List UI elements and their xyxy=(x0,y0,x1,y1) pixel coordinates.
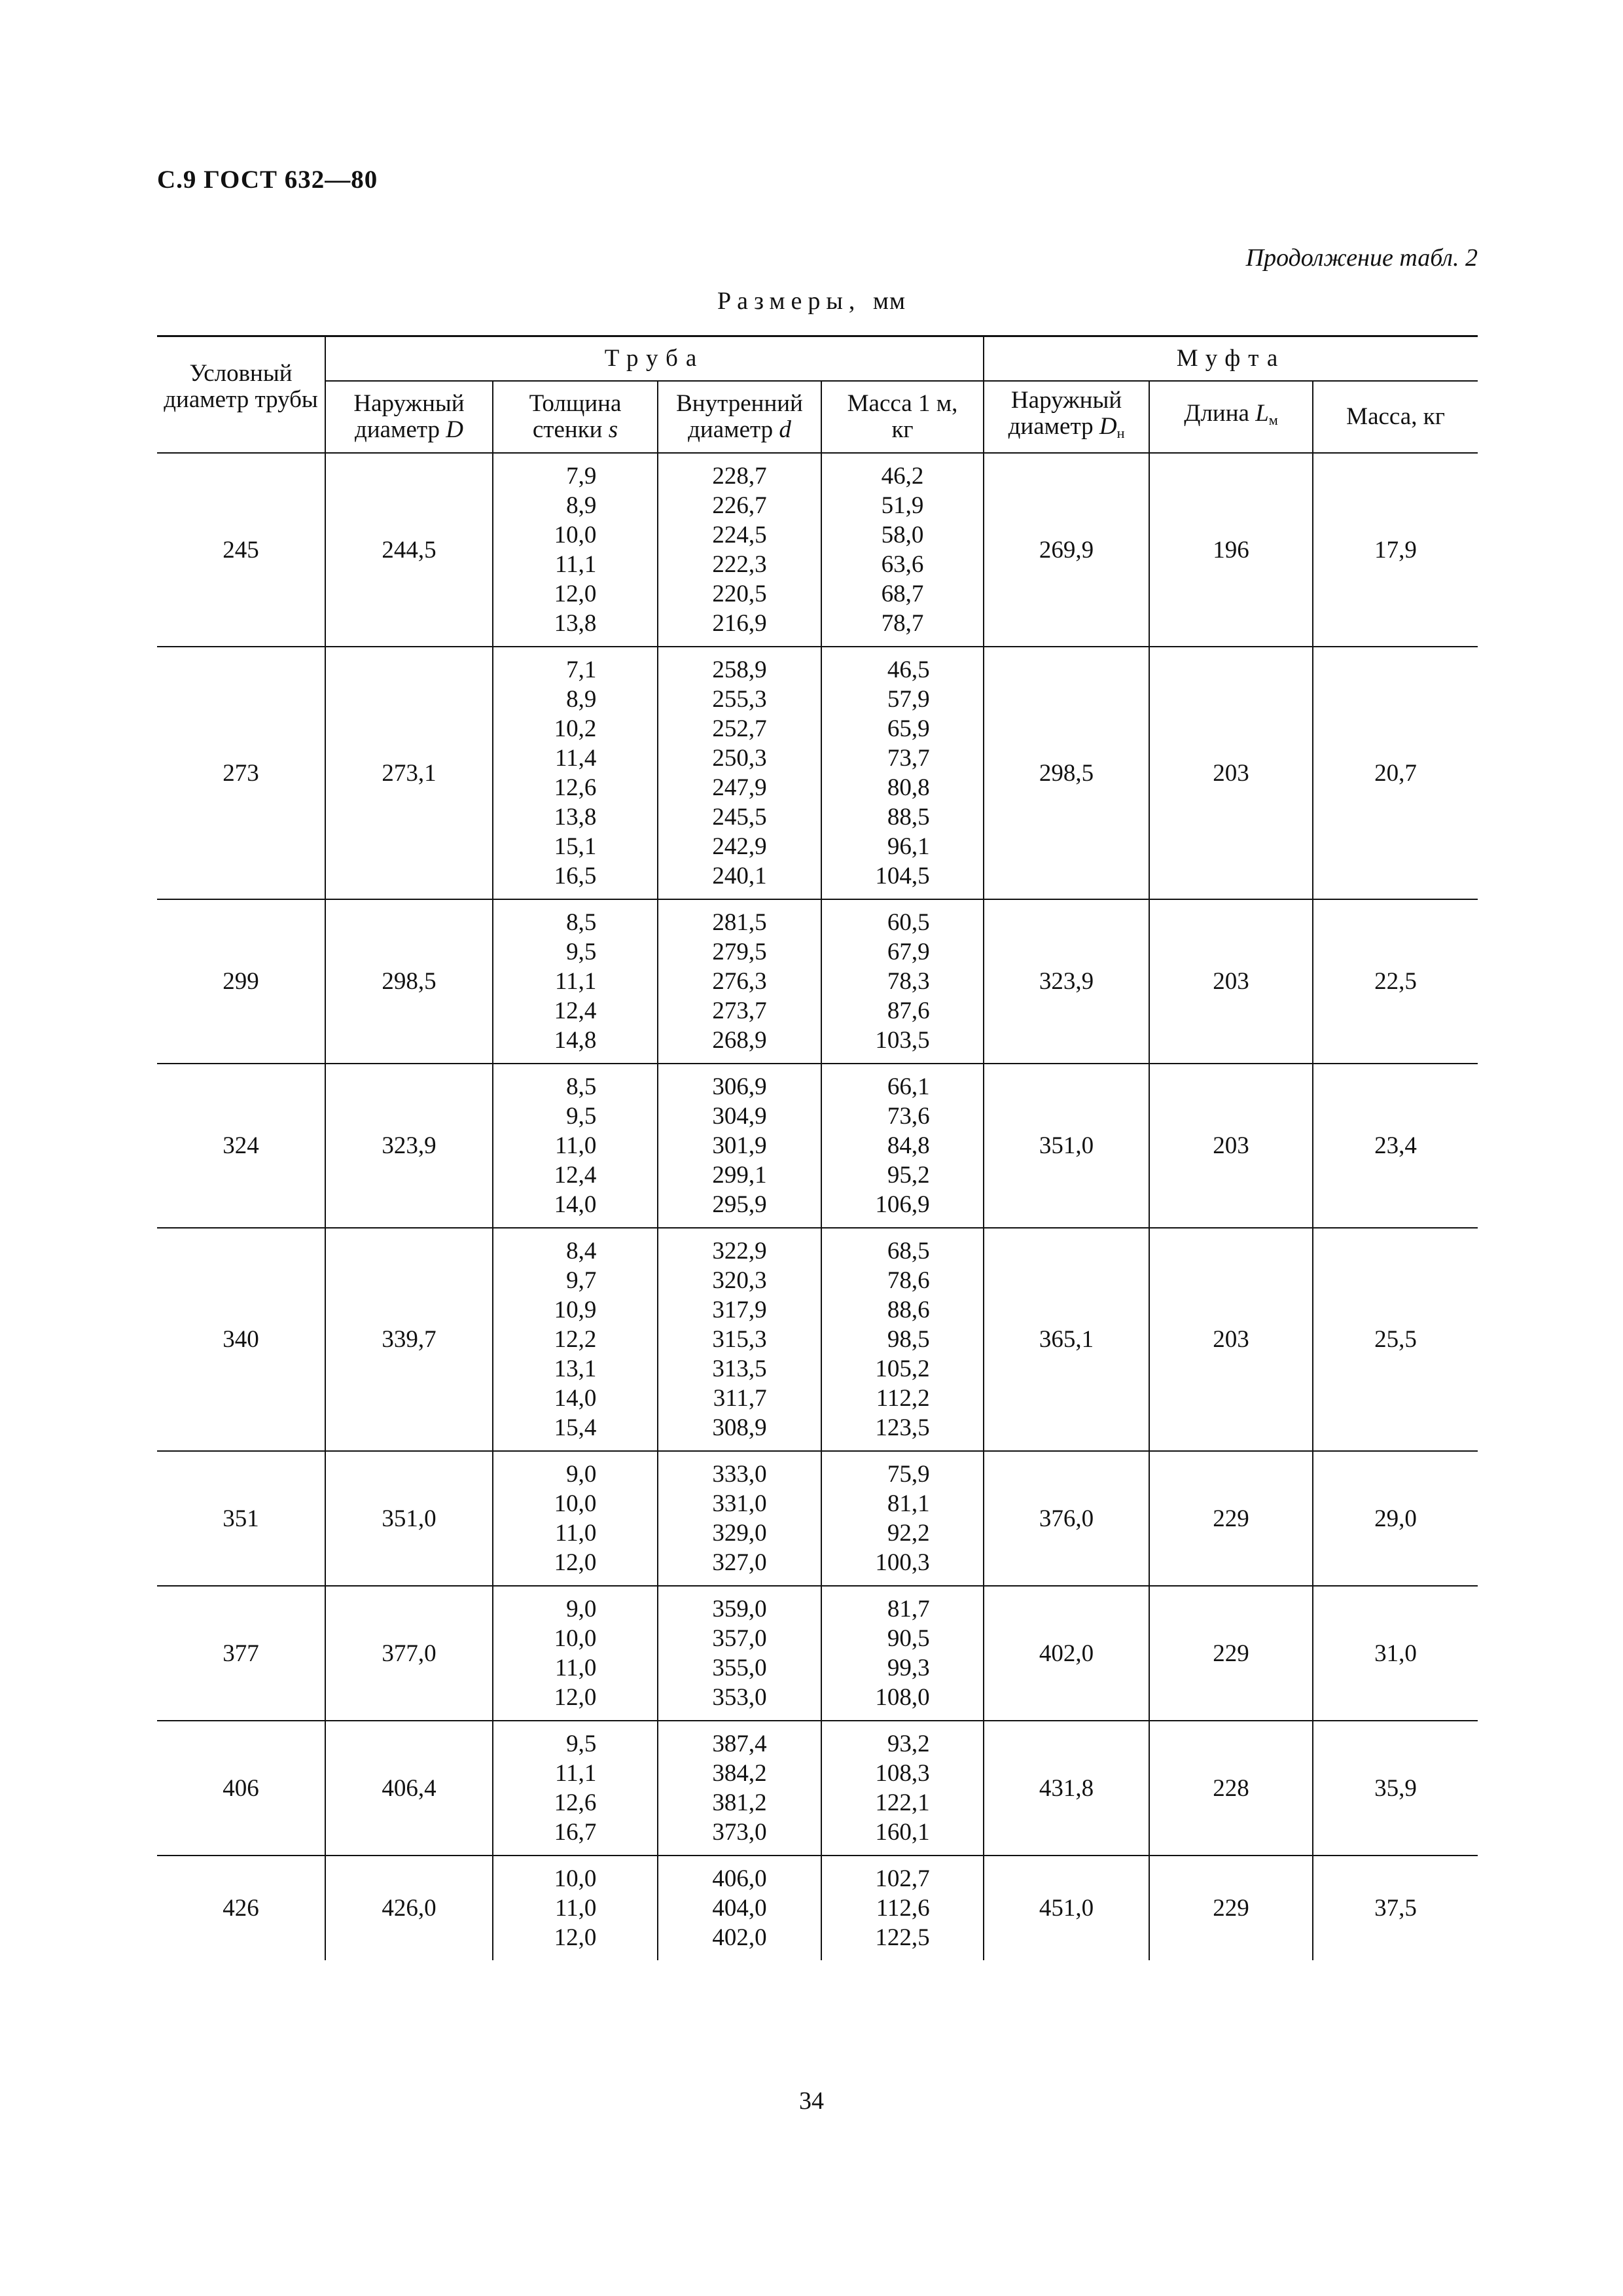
cell-wall-thickness-value: 13,8 xyxy=(554,804,597,831)
cell-wall-thickness-value: 14,8 xyxy=(554,1027,597,1054)
cell-wall-thickness-value: 12,4 xyxy=(554,1162,597,1189)
cell-wall-thickness-stack xyxy=(554,1594,597,1712)
table-row xyxy=(157,899,1478,1064)
cell-inner-diameter-stack xyxy=(712,1594,766,1712)
cell-wall-thickness xyxy=(493,1586,658,1721)
cell-mass-per-meter-value: 112,6 xyxy=(876,1895,930,1922)
cell-outer-diameter: 298,5 xyxy=(325,899,493,1064)
cell-nominal: 340 xyxy=(157,1228,325,1451)
cell-inner-diameter-value: 247,9 xyxy=(712,774,767,801)
header-wall-thickness xyxy=(493,381,658,453)
cell-inner-diameter-value: 224,5 xyxy=(712,522,767,548)
cell-nominal: 324 xyxy=(157,1064,325,1228)
cell-wall-thickness-value: 12,0 xyxy=(554,1549,597,1576)
cell-wall-thickness-value: 11,1 xyxy=(554,1760,597,1787)
cell-nominal: 273 xyxy=(157,647,325,899)
cell-coupling-mass: 20,7 xyxy=(1313,647,1478,899)
cell-mass-per-meter-stack xyxy=(875,655,929,891)
cell-wall-thickness xyxy=(493,1856,658,1960)
cell-inner-diameter-value: 304,9 xyxy=(712,1103,767,1130)
cell-mass-per-meter-value: 108,3 xyxy=(875,1760,930,1787)
cell-inner-diameter-stack xyxy=(712,1729,766,1847)
cell-coupling-length: 229 xyxy=(1149,1451,1313,1586)
cell-mass-per-meter-value: 51,9 xyxy=(881,492,924,519)
cell-inner-diameter xyxy=(658,453,821,647)
cell-wall-thickness xyxy=(493,1064,658,1228)
cell-inner-diameter-value: 220,5 xyxy=(712,581,767,607)
cell-inner-diameter-value: 357,0 xyxy=(712,1625,767,1652)
cell-inner-diameter-value: 268,9 xyxy=(712,1027,767,1054)
cell-inner-diameter-value: 258,9 xyxy=(712,656,767,683)
cell-wall-thickness-value: 14,0 xyxy=(554,1385,597,1412)
cell-wall-thickness-value: 9,0 xyxy=(566,1596,597,1623)
cell-inner-diameter-stack xyxy=(712,655,766,891)
cell-wall-thickness-value: 13,1 xyxy=(554,1355,597,1382)
cell-nominal: 299 xyxy=(157,899,325,1064)
header-inner-d-line2 xyxy=(658,417,821,443)
cell-coupling-outer-diameter: 323,9 xyxy=(984,899,1149,1064)
cell-nominal: 351 xyxy=(157,1451,325,1586)
units-label-word: Размеры, xyxy=(717,287,861,315)
cell-wall-thickness xyxy=(493,647,658,899)
cell-mass-per-meter-value: 46,5 xyxy=(887,656,930,683)
cell-outer-diameter: 323,9 xyxy=(325,1064,493,1228)
cell-coupling-outer-diameter: 365,1 xyxy=(984,1228,1149,1451)
cell-inner-diameter-value: 216,9 xyxy=(712,610,767,637)
cell-wall-thickness-stack xyxy=(554,1072,597,1219)
cell-coupling-mass: 22,5 xyxy=(1313,899,1478,1064)
cell-inner-diameter-value: 311,7 xyxy=(713,1385,767,1412)
cell-inner-diameter-value: 222,3 xyxy=(712,551,767,578)
cell-inner-diameter-stack xyxy=(712,1236,766,1443)
cell-mass-per-meter-stack xyxy=(875,1236,929,1443)
cell-wall-thickness-value: 16,5 xyxy=(554,863,597,889)
cell-mass-per-meter-value: 90,5 xyxy=(887,1625,930,1652)
cell-mass-per-meter-value: 80,8 xyxy=(887,774,930,801)
cell-wall-thickness-value: 8,9 xyxy=(566,686,597,713)
cell-mass-per-meter-value: 98,5 xyxy=(887,1326,930,1353)
cell-mass-per-meter-stack xyxy=(882,461,924,638)
header-outer-d-line1: Наружный xyxy=(353,390,465,417)
cell-inner-diameter-value: 306,9 xyxy=(712,1073,767,1100)
header-outer-d-line2 xyxy=(326,417,492,443)
cell-inner-diameter-value: 276,3 xyxy=(712,968,767,995)
cell-mass-per-meter-value: 58,0 xyxy=(881,522,924,548)
cell-inner-diameter-stack xyxy=(712,1072,766,1219)
cell-inner-diameter xyxy=(658,899,821,1064)
cell-mass-per-meter-value: 104,5 xyxy=(875,863,930,889)
cell-inner-diameter-value: 279,5 xyxy=(712,939,767,965)
header-wall-line1: Толщина xyxy=(529,390,622,417)
cell-mass-per-meter-value: 92,2 xyxy=(887,1520,930,1547)
cell-mass-per-meter-value: 100,3 xyxy=(875,1549,930,1576)
cell-mass-per-meter-value: 99,3 xyxy=(887,1655,930,1681)
cell-inner-diameter-value: 255,3 xyxy=(712,686,767,713)
cell-wall-thickness-value: 15,1 xyxy=(554,833,597,860)
cell-mass-per-meter-value: 81,7 xyxy=(887,1596,930,1623)
cell-coupling-mass: 17,9 xyxy=(1313,453,1478,647)
cell-inner-diameter-value: 404,0 xyxy=(712,1895,767,1922)
header-mass-m-line2: кг xyxy=(891,416,914,443)
cell-wall-thickness-value: 8,9 xyxy=(566,492,597,519)
cell-mass-per-meter xyxy=(821,1721,984,1856)
cell-mass-per-meter-value: 108,0 xyxy=(875,1684,930,1711)
cell-inner-diameter-value: 359,0 xyxy=(712,1596,767,1623)
cell-mass-per-meter-stack xyxy=(875,1460,929,1577)
cell-inner-diameter-value: 228,7 xyxy=(712,463,767,490)
pipe-dimensions-table xyxy=(157,335,1478,1960)
cell-mass-per-meter-value: 68,7 xyxy=(881,581,924,607)
cell-mass-per-meter-stack xyxy=(875,1864,929,1952)
cell-inner-diameter-value: 252,7 xyxy=(712,715,767,742)
header-cpl-len-symbol: L xyxy=(1255,400,1269,427)
cell-wall-thickness-value: 11,0 xyxy=(554,1520,597,1547)
header-inner-d-symbol: d xyxy=(779,416,791,443)
cell-mass-per-meter-value: 106,9 xyxy=(875,1191,930,1218)
cell-inner-diameter-value: 373,0 xyxy=(712,1819,767,1846)
cell-inner-diameter xyxy=(658,647,821,899)
cell-mass-per-meter-value: 65,9 xyxy=(887,715,930,742)
cell-inner-diameter xyxy=(658,1721,821,1856)
cell-mass-per-meter-value: 78,3 xyxy=(887,968,930,995)
cell-wall-thickness-value: 10,2 xyxy=(554,715,597,742)
header-inner-d-word: диаметр xyxy=(688,416,774,443)
table-body xyxy=(157,453,1478,1960)
units-label-unit: мм xyxy=(872,287,906,315)
header-outer-diameter xyxy=(325,381,493,453)
cell-inner-diameter-value: 387,4 xyxy=(712,1731,767,1757)
cell-coupling-mass: 29,0 xyxy=(1313,1451,1478,1586)
cell-wall-thickness-value: 12,2 xyxy=(554,1326,597,1353)
cell-outer-diameter: 377,0 xyxy=(325,1586,493,1721)
cell-inner-diameter-value: 301,9 xyxy=(712,1132,767,1159)
cell-outer-diameter: 351,0 xyxy=(325,1451,493,1586)
cell-inner-diameter-stack xyxy=(712,908,766,1055)
cell-mass-per-meter-value: 88,5 xyxy=(887,804,930,831)
cell-wall-thickness-stack xyxy=(554,655,597,891)
cell-outer-diameter: 426,0 xyxy=(325,1856,493,1960)
cell-inner-diameter-value: 384,2 xyxy=(712,1760,767,1787)
cell-mass-per-meter-value: 60,5 xyxy=(887,909,930,936)
cell-mass-per-meter-value: 160,1 xyxy=(875,1819,930,1846)
cell-inner-diameter-value: 273,7 xyxy=(712,997,767,1024)
header-wall-symbol: s xyxy=(608,416,618,443)
cell-wall-thickness-value: 12,0 xyxy=(554,1924,597,1951)
cell-outer-diameter: 406,4 xyxy=(325,1721,493,1856)
cell-inner-diameter-value: 355,0 xyxy=(712,1655,767,1681)
cell-wall-thickness-value: 9,7 xyxy=(566,1267,597,1294)
cell-mass-per-meter xyxy=(821,1856,984,1960)
cell-mass-per-meter-value: 67,9 xyxy=(887,939,930,965)
cell-mass-per-meter-value: 63,6 xyxy=(881,551,924,578)
cell-coupling-length: 203 xyxy=(1149,1064,1313,1228)
cell-wall-thickness-value: 11,0 xyxy=(554,1895,597,1922)
table-row xyxy=(157,647,1478,899)
cell-inner-diameter xyxy=(658,1064,821,1228)
cell-inner-diameter-value: 381,2 xyxy=(712,1789,767,1816)
cell-coupling-outer-diameter: 402,0 xyxy=(984,1586,1149,1721)
page-number: 34 xyxy=(799,2087,824,2115)
table-row xyxy=(157,1064,1478,1228)
page-header: С.9 ГОСТ 632—80 xyxy=(157,166,378,194)
cell-mass-per-meter-stack xyxy=(875,1594,929,1712)
cell-inner-diameter-value: 327,0 xyxy=(712,1549,767,1576)
cell-wall-thickness-value: 8,4 xyxy=(566,1238,597,1265)
cell-coupling-length: 228 xyxy=(1149,1721,1313,1856)
cell-inner-diameter xyxy=(658,1451,821,1586)
cell-outer-diameter: 244,5 xyxy=(325,453,493,647)
cell-mass-per-meter-stack xyxy=(875,908,929,1055)
header-cpl-mass-label: Масса, кг xyxy=(1346,403,1445,430)
units-label xyxy=(0,287,1623,315)
cell-wall-thickness-value: 7,9 xyxy=(566,463,597,490)
cell-coupling-mass: 25,5 xyxy=(1313,1228,1478,1451)
cell-wall-thickness-value: 11,0 xyxy=(554,1655,597,1681)
cell-coupling-outer-diameter: 451,0 xyxy=(984,1856,1149,1960)
cell-wall-thickness-value: 12,4 xyxy=(554,997,597,1024)
cell-coupling-mass: 37,5 xyxy=(1313,1856,1478,1960)
cell-coupling-length: 203 xyxy=(1149,1228,1313,1451)
cell-coupling-outer-diameter: 298,5 xyxy=(984,647,1149,899)
cell-inner-diameter-value: 353,0 xyxy=(712,1684,767,1711)
cell-mass-per-meter-stack xyxy=(875,1729,929,1847)
cell-coupling-length: 203 xyxy=(1149,647,1313,899)
cell-inner-diameter-stack xyxy=(712,461,766,638)
table-row xyxy=(157,1228,1478,1451)
cell-inner-diameter xyxy=(658,1586,821,1721)
cell-wall-thickness-value: 9,0 xyxy=(566,1461,597,1488)
cell-mass-per-meter-value: 96,1 xyxy=(887,833,930,860)
header-group-coupling-label: Муфта xyxy=(1176,345,1286,372)
cell-wall-thickness-value: 15,4 xyxy=(554,1414,597,1441)
cell-wall-thickness-value: 11,1 xyxy=(554,968,597,995)
cell-inner-diameter-value: 320,3 xyxy=(712,1267,767,1294)
cell-wall-thickness-value: 12,0 xyxy=(554,1684,597,1711)
cell-inner-diameter-stack xyxy=(712,1864,766,1952)
table-row xyxy=(157,1721,1478,1856)
cell-wall-thickness-value: 13,8 xyxy=(554,610,597,637)
header-nominal-line2: диаметр трубы xyxy=(164,386,318,413)
table-row xyxy=(157,1586,1478,1721)
cell-coupling-outer-diameter: 431,8 xyxy=(984,1721,1149,1856)
cell-mass-per-meter-value: 46,2 xyxy=(881,463,924,490)
cell-wall-thickness-value: 11,0 xyxy=(554,1132,597,1159)
cell-wall-thickness-value: 9,5 xyxy=(566,1103,597,1130)
cell-coupling-outer-diameter: 376,0 xyxy=(984,1451,1149,1586)
header-cpl-len-subscript: м xyxy=(1268,412,1278,428)
cell-inner-diameter-value: 242,9 xyxy=(712,833,767,860)
cell-coupling-length: 229 xyxy=(1149,1586,1313,1721)
cell-mass-per-meter xyxy=(821,1064,984,1228)
cell-mass-per-meter xyxy=(821,453,984,647)
cell-mass-per-meter-value: 81,1 xyxy=(887,1490,930,1517)
cell-mass-per-meter-value: 103,5 xyxy=(875,1027,930,1054)
cell-inner-diameter-value: 295,9 xyxy=(712,1191,767,1218)
cell-wall-thickness-value: 11,4 xyxy=(554,745,597,772)
header-cpl-d-subscript: н xyxy=(1116,425,1125,441)
cell-mass-per-meter-stack xyxy=(875,1072,929,1219)
cell-inner-diameter-stack xyxy=(712,1460,766,1577)
header-cpl-d-line2 xyxy=(984,414,1149,446)
continuation-label: Продолжение табл. 2 xyxy=(1245,244,1478,272)
cell-mass-per-meter xyxy=(821,899,984,1064)
cell-coupling-length: 196 xyxy=(1149,453,1313,647)
cell-outer-diameter: 273,1 xyxy=(325,647,493,899)
cell-wall-thickness-value: 11,1 xyxy=(554,551,597,578)
header-cpl-d-line1: Наружный xyxy=(1010,387,1122,414)
cell-wall-thickness-stack xyxy=(554,908,597,1055)
header-coupling-mass xyxy=(1313,381,1478,453)
table-row xyxy=(157,1856,1478,1960)
cell-wall-thickness-value: 8,5 xyxy=(566,909,597,936)
cell-wall-thickness xyxy=(493,1721,658,1856)
cell-mass-per-meter-value: 73,7 xyxy=(887,745,930,772)
cell-inner-diameter xyxy=(658,1856,821,1960)
cell-mass-per-meter-value: 78,7 xyxy=(881,610,924,637)
header-cpl-d-word: диаметр xyxy=(1008,413,1094,440)
cell-wall-thickness-value: 12,6 xyxy=(554,1789,597,1816)
cell-wall-thickness-stack xyxy=(554,1729,597,1847)
cell-wall-thickness-stack xyxy=(554,1236,597,1443)
cell-coupling-mass: 31,0 xyxy=(1313,1586,1478,1721)
header-nominal-line1: Условный xyxy=(189,360,293,387)
cell-mass-per-meter-value: 112,2 xyxy=(876,1385,930,1412)
cell-coupling-mass: 35,9 xyxy=(1313,1721,1478,1856)
cell-mass-per-meter-value: 87,6 xyxy=(887,997,930,1024)
cell-mass-per-meter-value: 122,5 xyxy=(875,1924,930,1951)
cell-mass-per-meter-value: 84,8 xyxy=(887,1132,930,1159)
header-cpl-len-word: Длина xyxy=(1184,400,1249,427)
cell-mass-per-meter-value: 102,7 xyxy=(875,1865,930,1892)
header-coupling-length xyxy=(1149,381,1313,453)
cell-outer-diameter: 339,7 xyxy=(325,1228,493,1451)
cell-wall-thickness-value: 10,0 xyxy=(554,1865,597,1892)
cell-inner-diameter xyxy=(658,1228,821,1451)
cell-wall-thickness-value: 14,0 xyxy=(554,1191,597,1218)
header-inner-d-line1: Внутренний xyxy=(676,390,803,417)
cell-mass-per-meter-value: 73,6 xyxy=(887,1103,930,1130)
cell-nominal: 245 xyxy=(223,536,259,564)
cell-wall-thickness-value: 12,0 xyxy=(554,581,597,607)
cell-mass-per-meter-value: 88,6 xyxy=(887,1297,930,1323)
cell-coupling-length: 203 xyxy=(1149,899,1313,1064)
cell-inner-diameter-value: 226,7 xyxy=(712,492,767,519)
header-group-coupling xyxy=(984,336,1478,382)
cell-inner-diameter-value: 308,9 xyxy=(712,1414,767,1441)
cell-nominal: 426 xyxy=(157,1856,325,1960)
cell-inner-diameter-value: 250,3 xyxy=(712,745,767,772)
cell-wall-thickness-value: 8,5 xyxy=(566,1073,597,1100)
cell-wall-thickness-value: 10,0 xyxy=(554,522,597,548)
cell-wall-thickness xyxy=(493,453,658,647)
cell-mass-per-meter xyxy=(821,647,984,899)
cell-mass-per-meter-value: 105,2 xyxy=(875,1355,930,1382)
cell-inner-diameter-value: 406,0 xyxy=(712,1865,767,1892)
cell-wall-thickness xyxy=(493,1451,658,1586)
cell-inner-diameter-value: 245,5 xyxy=(712,804,767,831)
cell-mass-per-meter-value: 57,9 xyxy=(887,686,930,713)
header-outer-d-word: диаметр xyxy=(355,416,440,443)
header-wall-line2 xyxy=(493,417,657,443)
header-outer-d-symbol: D xyxy=(446,416,463,443)
header-coupling-outer-diameter xyxy=(984,381,1149,453)
cell-inner-diameter-value: 317,9 xyxy=(712,1297,767,1323)
header-group-pipe-label: Труба xyxy=(604,345,705,372)
cell-inner-diameter-value: 315,3 xyxy=(712,1326,767,1353)
cell-mass-per-meter-value: 78,6 xyxy=(887,1267,930,1294)
cell-mass-per-meter-value: 66,1 xyxy=(887,1073,930,1100)
cell-mass-per-meter-value: 68,5 xyxy=(887,1238,930,1265)
cell-wall-thickness-value: 10,9 xyxy=(554,1297,597,1323)
header-inner-diameter xyxy=(658,381,821,453)
cell-inner-diameter-value: 329,0 xyxy=(712,1520,767,1547)
cell-nominal: 377 xyxy=(157,1586,325,1721)
cell-inner-diameter-value: 333,0 xyxy=(712,1461,767,1488)
cell-mass-per-meter xyxy=(821,1586,984,1721)
cell-mass-per-meter-value: 95,2 xyxy=(887,1162,930,1189)
cell-wall-thickness-stack xyxy=(554,461,597,638)
cell-wall-thickness-value: 9,5 xyxy=(566,939,597,965)
cell-inner-diameter-value: 281,5 xyxy=(712,909,767,936)
cell-mass-per-meter-value: 75,9 xyxy=(887,1461,930,1488)
header-nominal-diameter xyxy=(157,336,325,454)
table-row xyxy=(157,453,1478,647)
cell-coupling-mass: 23,4 xyxy=(1313,1064,1478,1228)
header-group-pipe xyxy=(325,336,984,382)
cell-inner-diameter-value: 299,1 xyxy=(712,1162,767,1189)
cell-wall-thickness-value: 9,5 xyxy=(566,1731,597,1757)
table-row xyxy=(157,1451,1478,1586)
cell-coupling-outer-diameter: 269,9 xyxy=(984,453,1149,647)
cell-mass-per-meter xyxy=(821,1228,984,1451)
cell-mass-per-meter-value: 123,5 xyxy=(875,1414,930,1441)
cell-wall-thickness-value: 16,7 xyxy=(554,1819,597,1846)
cell-mass-per-meter-value: 93,2 xyxy=(887,1731,930,1757)
cell-inner-diameter-value: 313,5 xyxy=(712,1355,767,1382)
cell-coupling-length: 229 xyxy=(1149,1856,1313,1960)
cell-wall-thickness-value: 12,6 xyxy=(554,774,597,801)
header-wall-word: стенки xyxy=(532,416,603,443)
header-mass-m-line1: Масса 1 м, xyxy=(847,390,958,417)
cell-wall-thickness-value: 10,0 xyxy=(554,1490,597,1517)
cell-wall-thickness-stack xyxy=(554,1460,597,1577)
cell-inner-diameter-value: 240,1 xyxy=(712,863,767,889)
header-mass-per-meter xyxy=(821,381,984,453)
cell-nominal: 406 xyxy=(157,1721,325,1856)
cell-wall-thickness xyxy=(493,899,658,1064)
cell-mass-per-meter-value: 122,1 xyxy=(875,1789,930,1816)
header-cpl-d-symbol: D xyxy=(1099,413,1117,440)
cell-wall-thickness-stack xyxy=(554,1864,597,1952)
cell-mass-per-meter xyxy=(821,1451,984,1586)
cell-inner-diameter-value: 322,9 xyxy=(712,1238,767,1265)
cell-coupling-outer-diameter: 351,0 xyxy=(984,1064,1149,1228)
cell-inner-diameter-value: 331,0 xyxy=(712,1490,767,1517)
cell-wall-thickness xyxy=(493,1228,658,1451)
cell-inner-diameter-value: 402,0 xyxy=(712,1924,767,1951)
cell-wall-thickness-value: 10,0 xyxy=(554,1625,597,1652)
cell-wall-thickness-value: 7,1 xyxy=(566,656,597,683)
